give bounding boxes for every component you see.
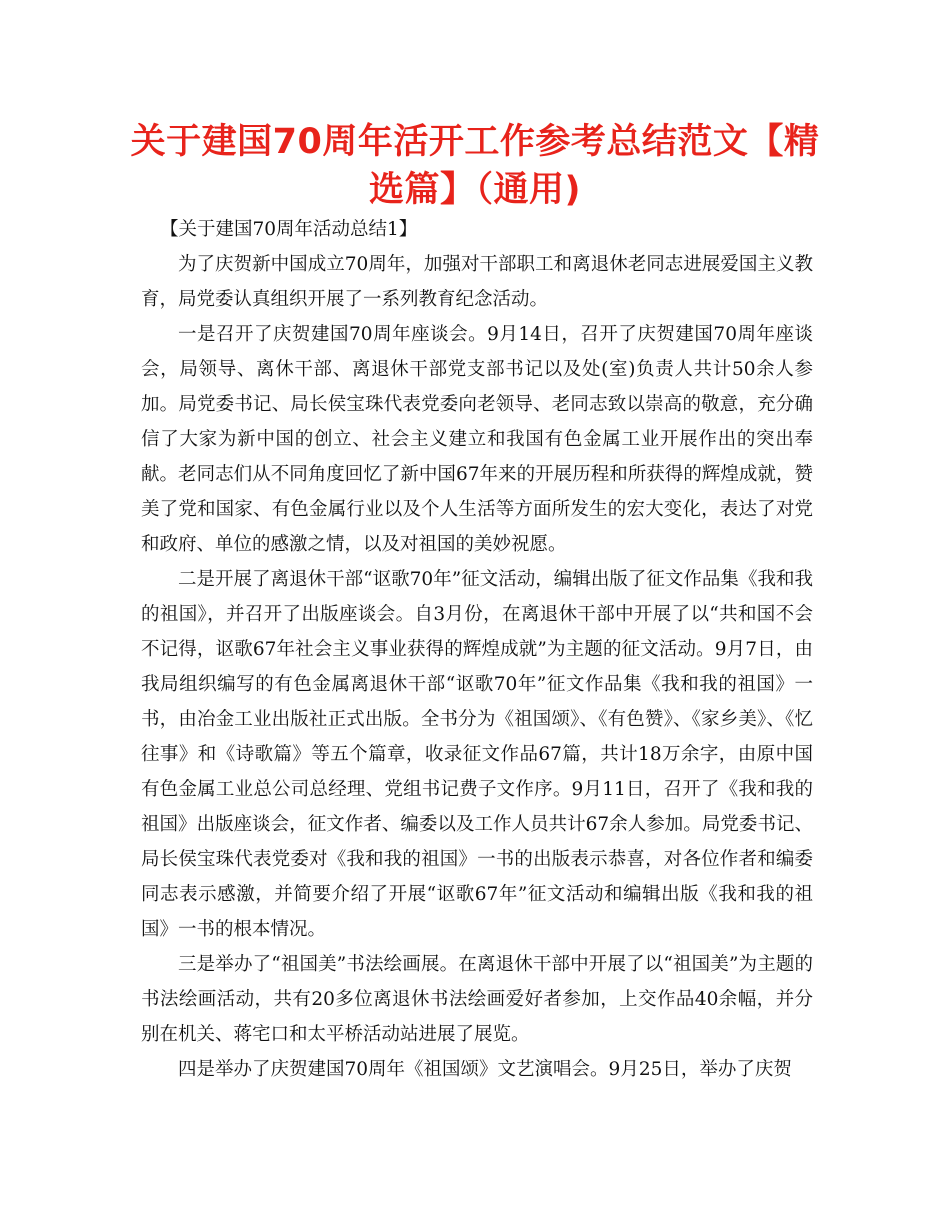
section-subheading: 【关于建国70周年活动总结1】 xyxy=(160,219,418,240)
document-title: 关于建国70周年活开工作参考总结范文【精选篇】（通用) xyxy=(130,122,820,210)
paragraph-symposium: 一是召开了庆贺建国70周年座谈会。9月14日，召开了庆贺建国70周年座谈会，局领导、离休干部、离退休干部党支部书记以及处(室)负责人共计50余人参加。局党委书记、局长侯宝珠代表党委向老领导、老同志致以崇高的敬意，充分确信了大家为新中国的创立、社会主义建立和我国有色金属工业开展作出的突出奉献。老同志们从不同角度回忆了新中国67年来的开展历程和所获得的辉煌成就，赞美了党和国家、有色金属行业以及个人生活等方面所发生的宏大变化，表达了对党和政府、单位的感激之情，以及对祖国的美妙祝愿。 xyxy=(141,324,813,555)
paragraph-intro: 为了庆贺新中国成立70周年，加强对干部职工和离退休老同志进展爱国主义教育，局党委认真组织开展了一系列教育纪念活动。 xyxy=(141,254,813,310)
paragraph-essay-activity: 二是开展了离退休干部“讴歌70年”征文活动，编辑出版了征文作品集《我和我的祖国》，并召开了出版座谈会。自3月份，在离退休干部中开展了以“共和国不会不记得，讴歌67年社会主义事业获得的辉煌成就”为主题的征文活动。9月7日，由我局组织编写的有色金属离退休干部“讴歌70年”征文作品集《我和我的祖国》一书，由冶金工业出版社正式出版。全书分为《祖国颂》、《有色赞》、《家乡美》、《忆往事》和《诗歌篇》等五个篇章，收录征文作品67篇，共计18万余字，由原中国有色金属工业总公司总经理、党组书记费子文作序。9月11日，召开了《我和我的祖国》出版座谈会，征文作者、编委以及工作人员共计67余人参加。局党委书记、局长侯宝珠代表党委对《我和我的祖国》一书的出版表示恭喜，对各位作者和编委同志表示感激，并简要介绍了开展“讴歌67年”征文活动和编辑出版《我和我的祖国》一书的根本情况。 xyxy=(141,569,813,940)
paragraph-concert: 四是举办了庆贺建国70周年《祖国颂》文艺演唱会。9月25日，举办了庆贺 xyxy=(178,1059,792,1080)
paragraph-art-exhibition: 三是举办了“祖国美”书法绘画展。在离退休干部中开展了以“祖国美”为主题的书法绘画活动，共有20多位离退休书法绘画爱好者参加，上交作品40余幅，并分别在机关、蒋宅口和太平桥活动站进展了展览。 xyxy=(141,954,813,1045)
document-body xyxy=(141,212,813,1087)
